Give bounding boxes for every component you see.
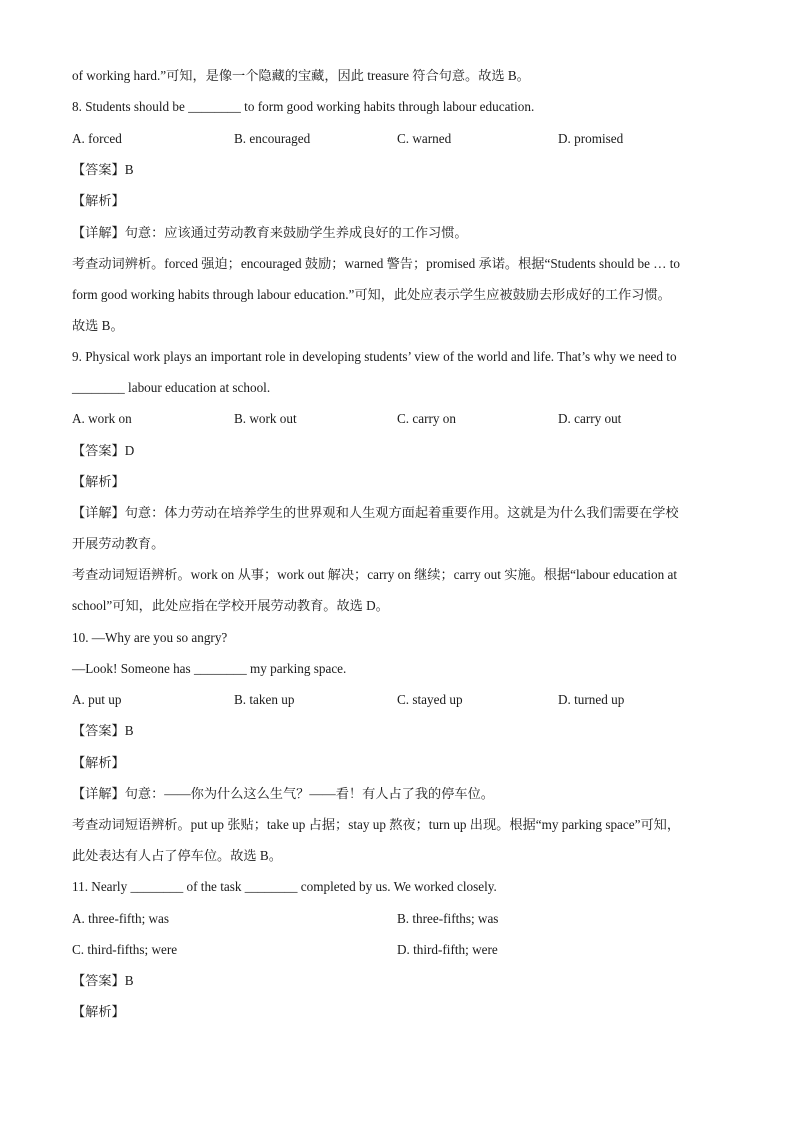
option-d: D. turned up bbox=[558, 692, 625, 707]
option-a: A. put up bbox=[72, 692, 122, 707]
answer-label: 【答案】B bbox=[72, 973, 134, 988]
question-11: 11. Nearly ________ of the task ________ completed by us. We worked closely. bbox=[72, 879, 497, 894]
explanation-text: form good working habits through labour education.”可知，此处应表示学生应被鼓励去形成好的工作习惯。 bbox=[72, 287, 671, 302]
detail-text: 【详解】句意：——你为什么这么生气？——看！有人占了我的停车位。 bbox=[72, 786, 494, 801]
option-a: A. forced bbox=[72, 131, 122, 146]
analysis-label: 【解析】 bbox=[72, 1004, 125, 1019]
analysis-label: 【解析】 bbox=[72, 755, 125, 770]
option-a: A. three-fifth; was bbox=[72, 911, 170, 926]
option-b: B. three-fifths; was bbox=[397, 911, 499, 926]
option-b: B. work out bbox=[234, 411, 297, 426]
answer-label: 【答案】B bbox=[72, 162, 134, 177]
option-c: C. carry on bbox=[397, 411, 456, 426]
explanation-text: school”可知，此处应指在学校开展劳动教育。故选 D。 bbox=[72, 598, 389, 613]
option-c: C. stayed up bbox=[397, 692, 463, 707]
analysis-label: 【解析】 bbox=[72, 474, 125, 489]
option-a: A. work on bbox=[72, 411, 132, 426]
answer-label: 【答案】B bbox=[72, 723, 134, 738]
option-d: D. promised bbox=[558, 131, 624, 146]
detail-text: 【详解】句意：应该通过劳动教育来鼓励学生养成良好的工作习惯。 bbox=[72, 225, 468, 240]
explanation-text: 考查动词短语辨析。put up 张贴；take up 占据；stay up 熬夜；turn up 出现。根据“my parking space”可知， bbox=[72, 817, 681, 832]
detail-text: 开展劳动教育。 bbox=[72, 536, 165, 551]
question-9-cont: ________ labour education at school. bbox=[72, 380, 271, 395]
explanation-text: 考查动词短语辨析。work on 从事；work out 解决；carry on 继续；carry out 实施。根据“labour education at bbox=[72, 567, 678, 582]
question-10-cont: —Look! Someone has ________ my parking space. bbox=[72, 661, 347, 676]
option-d: D. third-fifth; were bbox=[397, 942, 498, 957]
option-c: C. warned bbox=[397, 131, 452, 146]
question-10: 10. —Why are you so angry? bbox=[72, 630, 228, 645]
option-d: D. carry out bbox=[558, 411, 622, 426]
answer-label: 【答案】D bbox=[72, 443, 135, 458]
detail-text: 【详解】句意：体力劳动在培养学生的世界观和人生观方面起着重要作用。这就是为什么我们需要在学校 bbox=[72, 505, 679, 520]
analysis-label: 【解析】 bbox=[72, 193, 125, 208]
option-b: B. encouraged bbox=[234, 131, 311, 146]
explanation-text: 考查动词辨析。forced 强迫；encouraged 鼓励；warned 警告；promised 承诺。根据“Students should be … to bbox=[72, 256, 680, 271]
question-8: 8. Students should be ________ to form good working habits through labour education. bbox=[72, 99, 535, 114]
question-9: 9. Physical work plays an important role in developing students’ view of the world and life. That’s why we need to bbox=[72, 349, 677, 364]
option-c: C. third-fifths; were bbox=[72, 942, 178, 957]
text-line: of working hard.”可知，是像一个隐藏的宝藏，因此 treasure 符合句意。故选 B。 bbox=[72, 68, 530, 83]
explanation-text: 此处表达有人占了停车位。故选 B。 bbox=[72, 848, 282, 863]
conclusion-text: 故选 B。 bbox=[72, 318, 124, 333]
option-b: B. taken up bbox=[234, 692, 295, 707]
